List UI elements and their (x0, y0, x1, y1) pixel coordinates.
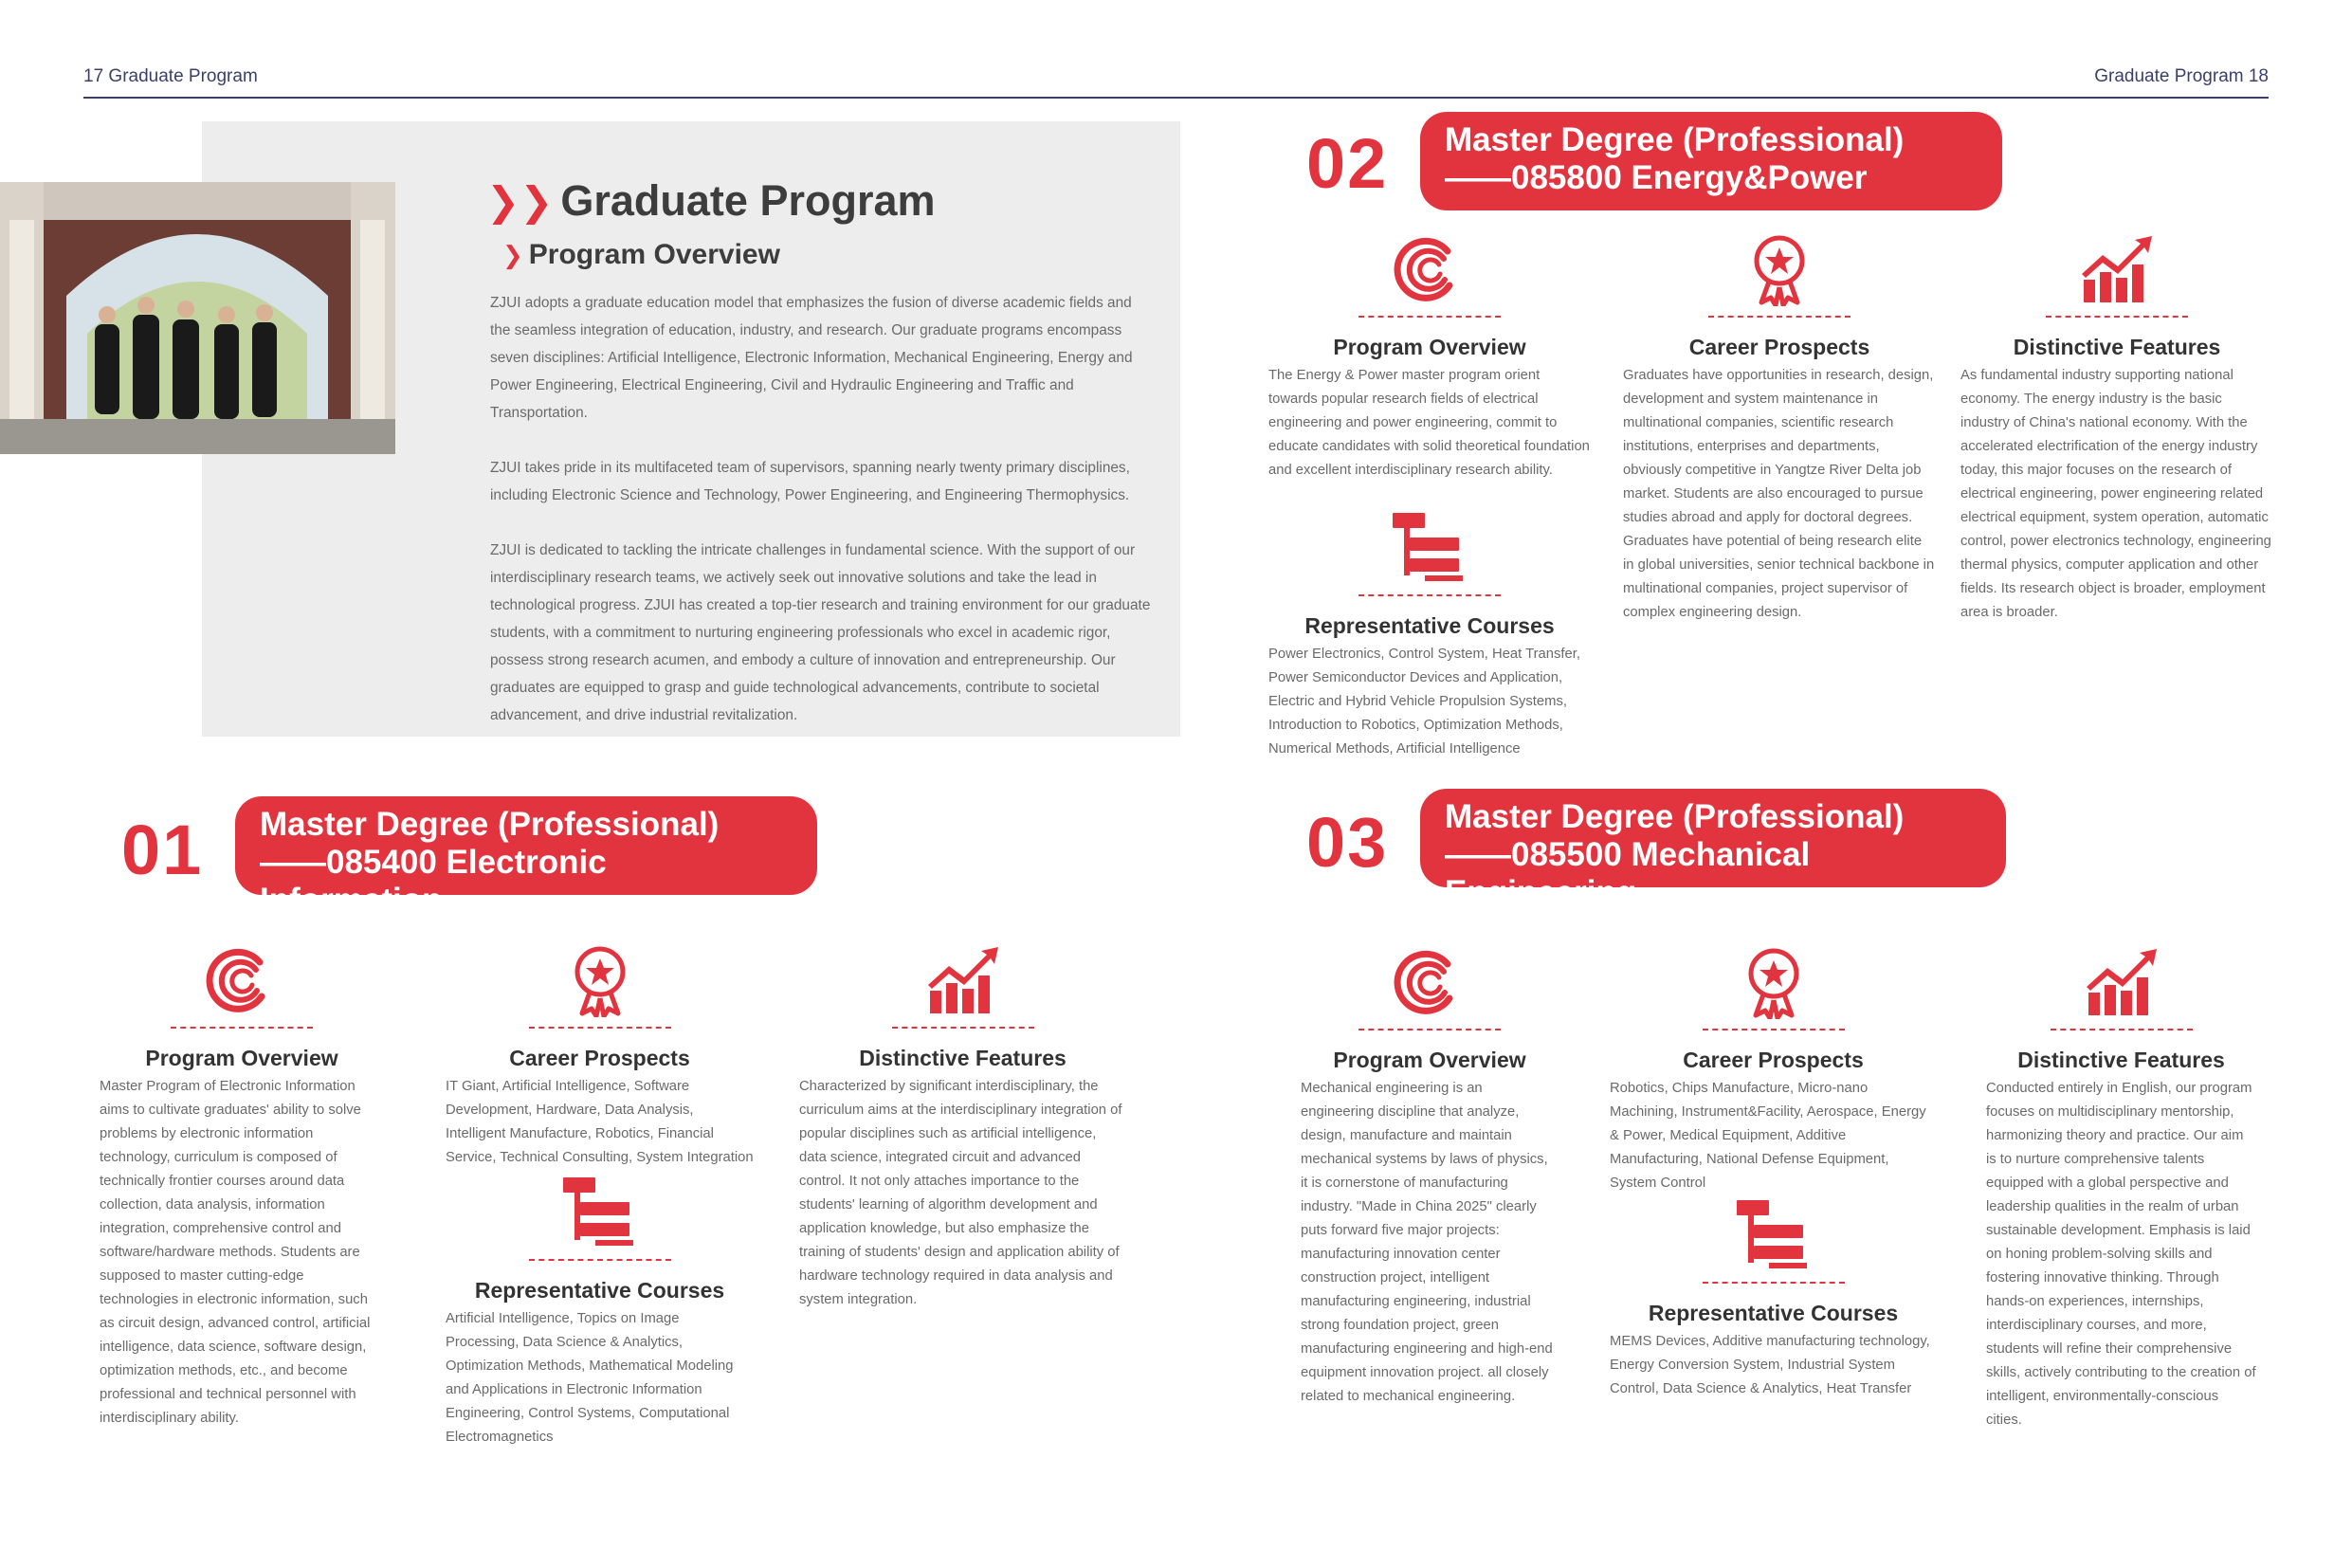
intro-paragraph: ZJUI is dedicated to tackling the intricate challenges in fundamental science. With the support of our interdisciplinary research teams, we actively seek out innovative solutions and take the lead in technological progress. ZJUI has created a top-tier research and training environment for our graduate students, with a commitment to nurturing engineering professionals who excel in academic rigor, possess strong research acumen, and embody a culture of innovation and entrepreneurship. Our graduates are equipped to grasp and guide technological advancements, contribute to societal advancement, and drive industrial revitalization. (490, 542, 1151, 723)
page-number-left: 17 Graduate Program (83, 66, 258, 86)
courses-label: Representative Courses (474, 1278, 725, 1303)
career-label: Career Prospects (1688, 335, 1870, 359)
program-number: 03 (1306, 803, 1389, 882)
career-prospects-block (446, 941, 754, 1170)
features-text: Conducted entirely in English, our program focuses on multidisciplinary mentorship, harmonizing theory and practice. Our aim is to nurture comprehensive talents equipped with a global perspective and leadership qualities in the realm of urban sustainable development. Emphasis is laid on honing problem-solving skills and fostering innovative thinking. Through hands-on experiences, internships, interdisciplinary courses, and more, students will refine their comprehensive skills, actively contributing to the creation of intelligent, environmentally-conscious cities. (1986, 1081, 2256, 1428)
dashed-divider (1703, 1029, 1845, 1030)
program-title-banner (235, 796, 817, 919)
representative-courses-block (446, 1174, 754, 1449)
dashed-divider (529, 1027, 671, 1029)
overview-text: Mechanical engineering is an engineering discipline that analyze, design, manufacture and maintain mechanical systems by laws of physics, it is cornerstone of manufacturing industry. "Made in China 2025" clearly puts forward five major projects: manufacturing innovation center construction project, intelligent manufacturing engineering, industrial strong foundation project, green manufacturing engineering and high-end equipment innovation project. all closely related to mechanical engineering. (1301, 1081, 1553, 1404)
intro-text (490, 289, 1154, 757)
header-rule (83, 97, 2269, 99)
career-text: IT Giant, Artificial Intelligence, Software Development, Hardware, Data Analysis, Intelligent Manufacture, Robotics, Financial Service, Technical Consulting, System Integration (446, 1079, 754, 1165)
program-degree: Master Degree (Professional) (1445, 121, 1905, 158)
courses-text: Artificial Intelligence, Topics on Image Processing, Data Science & Analytics, Optimization Methods, Mathematical Modeling and Applications in Electronic Information Engineering, Control Systems, Computational Electromagnetics (446, 1311, 734, 1445)
career-prospects-block (1610, 943, 1937, 1195)
representative-courses-block (1268, 509, 1591, 761)
dashed-divider (2051, 1029, 2193, 1030)
intro-paragraph: ZJUI takes pride in its multifaceted team of supervisors, spanning nearly twenty primary disciplines, including Electronic Science and Technology, Power Engineering, and Engineering Thermophysics. (490, 460, 1130, 503)
dashed-divider (171, 1027, 313, 1029)
dashed-divider (1358, 1029, 1501, 1030)
program-number: 01 (121, 811, 204, 889)
chevron-icon: ❯ (502, 242, 523, 270)
dashed-divider (2046, 316, 2188, 318)
overview-text: The Energy & Power master program orient towards popular research fields of electrical engineering and power engineering, commit to educate candidates with solid theoretical foundation and excellent interdisciplinary research ability. (1268, 368, 1590, 478)
dashed-divider (1358, 594, 1501, 596)
overview-label: Program Overview (145, 1046, 338, 1070)
hierarchy-icon (557, 1174, 643, 1249)
career-label: Career Prospects (509, 1046, 690, 1070)
award-medal-icon (557, 941, 643, 1017)
target-icon (1387, 230, 1472, 306)
distinctive-features-block (1960, 230, 2273, 625)
courses-label: Representative Courses (1304, 613, 1555, 638)
courses-text: Power Electronics, Control System, Heat Transfer, Power Semiconductor Devices and Application, Electric and Hybrid Vehicle Propulsion Systems, Introduction to Robotics, Optimization Methods, Numerical Methods, Artificial Intelligence (1268, 647, 1580, 757)
section-subtitle: ❯ Program Overview (502, 239, 780, 270)
representative-courses-block (1610, 1196, 1937, 1401)
intro-paragraph: ZJUI adopts a graduate education model that emphasizes the fusion of diverse academic fields and the seamless integration of education, industry, and research. Our graduate programs encompass seven disciplines: Artificial Intelligence, Electronic Information, Mechanical Engineering, Energy and Power Engineering, Electrical Engineering, Civil and Hydraulic Engineering and Traffic and Transportation. (490, 295, 1133, 421)
program-number: 02 (1306, 124, 1389, 203)
courses-text: MEMS Devices, Additive manufacturing technology, Energy Conversion System, Industrial System Control, Data Science & Analytics, Heat Transfer (1610, 1334, 1930, 1396)
program-code: ——085400 Electronic Information (260, 844, 607, 919)
features-label: Distinctive Features (2013, 335, 2221, 359)
program-code: ——085500 Mechanical Engineering (1445, 836, 1811, 911)
page-title: ❯❯ Graduate Program (486, 176, 936, 225)
career-text: Graduates have opportunities in research, design, development and system maintenance in multinational companies, scientific research institutions, enterprises and departments, obviously competitive in Yangtze River Delta job market. Students are also encouraged to pursue studies abroad and apply for doctoral degrees. Graduates have potential of being research elite in global universities, senior technical backbone in multinational companies, project supervisor of complex engineering design. (1623, 368, 1935, 620)
career-label: Career Prospects (1683, 1048, 1864, 1072)
growth-chart-icon (921, 941, 1006, 1017)
program-code: ——085800 Energy&Power (1445, 159, 1868, 196)
features-text: As fundamental industry supporting national economy. The energy industry is the basic industry of China's national economy. With the accelerated electrification of the energy industry today, this major focuses on the research of electrical engineering, power engineering related electrical equipment, system operation, automatic control, power electronics technology, engineering thermal physics, computer application and other fields. Its research object is broader, employment area is broader. (1960, 368, 2271, 620)
program-title-banner (1420, 789, 2006, 911)
features-label: Distinctive Features (2017, 1048, 2225, 1072)
program-overview-block (100, 941, 384, 1431)
growth-chart-icon (2079, 943, 2164, 1019)
dashed-divider (1708, 316, 1851, 318)
graduation-photo (0, 182, 395, 454)
career-prospects-block (1623, 230, 1936, 625)
features-label: Distinctive Features (859, 1046, 1067, 1070)
overview-text: Master Program of Electronic Information aims to cultivate graduates' ability to solve problems by electronic information technology, curriculum is composed of technically frontier courses around data collection, data analysis, information integration, comprehensive control and software/hardware methods. Students are supposed to master cutting-edge technologies in electronic information, such as circuit design, advanced control, artificial intelligence, data science, software design, optimization methods, etc., and become professional and technical personnel with interdisciplinary ability. (100, 1079, 371, 1426)
target-icon (199, 941, 284, 1017)
overview-label: Program Overview (1333, 335, 1526, 359)
program-overview-block (1301, 943, 1559, 1409)
program-degree: Master Degree (Professional) (260, 806, 720, 843)
dashed-divider (892, 1027, 1034, 1029)
distinctive-features-block (1986, 943, 2256, 1432)
distinctive-features-block (799, 941, 1126, 1312)
dashed-divider (1358, 316, 1501, 318)
double-chevron-icon: ❯❯ (486, 178, 554, 225)
page-number-right: Graduate Program 18 (2094, 66, 2269, 86)
career-text: Robotics, Chips Manufacture, Micro-nano Machining, Instrument&Facility, Aerospace, Energy & Power, Medical Equipment, Additive Manufacturing, National Defense Equipment, System Control (1610, 1081, 1926, 1191)
program-degree: Master Degree (Professional) (1445, 798, 1905, 835)
award-medal-icon (1731, 943, 1816, 1019)
hierarchy-icon (1387, 509, 1472, 585)
program-overview-block (1268, 230, 1591, 483)
hierarchy-icon (1731, 1196, 1816, 1272)
features-text: Characterized by significant interdisciplinary, the curriculum aims at the interdisciplinary integration of popular disciplines such as artificial intelligence, data science, integrated circuit and advanced control. It not only attaches importance to the students' learning of algorithm development and application knowledge, but also emphasize the training of students' design and application ability of hardware technology required in data analysis and system integration. (799, 1079, 1122, 1307)
dashed-divider (1703, 1282, 1845, 1284)
target-icon (1387, 943, 1472, 1019)
dashed-divider (529, 1259, 671, 1261)
courses-label: Representative Courses (1648, 1301, 1899, 1325)
growth-chart-icon (2074, 230, 2160, 306)
overview-label: Program Overview (1333, 1048, 1526, 1072)
award-medal-icon (1737, 230, 1822, 306)
program-title-banner (1420, 112, 2002, 210)
